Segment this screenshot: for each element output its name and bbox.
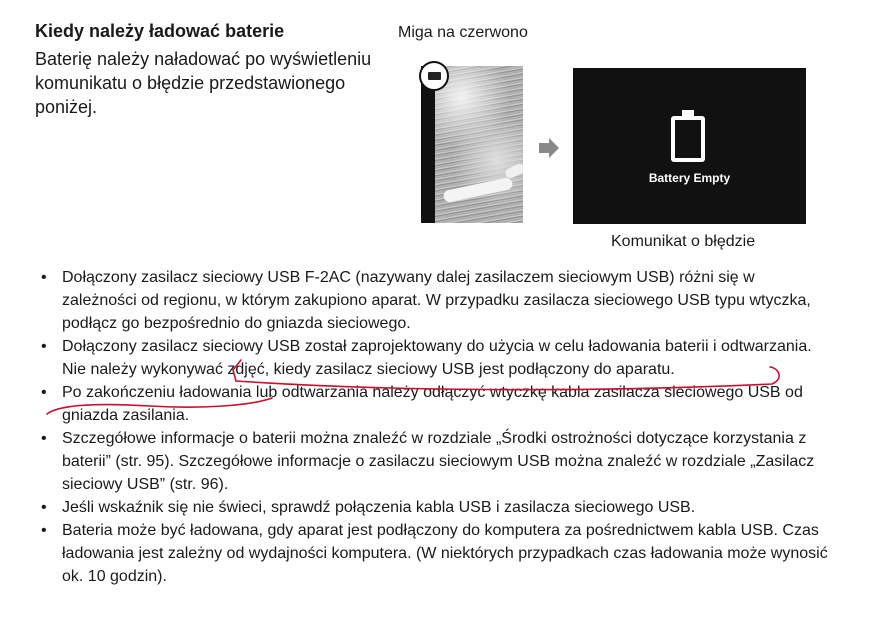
mini-battery-icon [428, 72, 441, 80]
blink-label: Miga na czerwono [398, 24, 528, 41]
list-item: • Dołączony zasilacz sieciowy USB został zaprojektowany do użycia w celu ładowania baterii i odtwarzania. Nie należy wykonywać zdjęć, kiedy zasilacz sieciowy USB jest podłączony do aparatu. [38, 335, 828, 381]
arrow-right-icon [537, 136, 561, 160]
list-item: • Po zakończeniu ładowania lub odtwarzania należy odłączyć wtyczkę kabla zasilacza sieciowego USB od gniazda zasilania. [38, 381, 828, 427]
intro-paragraph: Baterię należy naładować po wyświetleniu komunikatu o błędzie przedstawionego poniżej. [35, 49, 372, 117]
error-caption: Komunikat o błędzie [611, 233, 756, 250]
list-item: • Jeśli wskaźnik się nie świeci, sprawdź połączenia kabla USB i zasilacza sieciowego USB. [38, 496, 828, 519]
list-item: • Bateria może być ładowana, gdy aparat jest podłączony do komputera za pośrednictwem kabla USB. Czas ładowania jest zależny od wydajności komputera. (W niektórych przypadkach czas ładowania może wynosić ok. 10 godzin). [38, 519, 828, 588]
list-item: • Szczegółowe informacje o baterii można znaleźć w rozdziale „Środki ostrożności dotyczące korzystania z baterii” (str. 95). Szczegółowe informacje o zasilaczu sieciowym USB można znaleźć w rozdziale „Zasilacz sieciowy USB” (str. 96). [38, 427, 828, 496]
section-heading: Kiedy należy ładować baterie [35, 21, 285, 41]
error-screen [573, 68, 806, 224]
notes-list [38, 266, 828, 588]
battery-indicator-icon [419, 61, 449, 91]
list-item: • Dołączony zasilacz sieciowy USB F-2AC (nazywany dalej zasilaczem sieciowym USB) różni się w zależności od regionu, w którym zakupiono aparat. W przypadku zasilacza sieciowego USB typu wtyczka, podłącz go bezpośrednio do gniazda sieciowego. [38, 266, 828, 335]
empty-battery-icon [671, 116, 705, 162]
battery-empty-message: Battery Empty [648, 171, 731, 185]
